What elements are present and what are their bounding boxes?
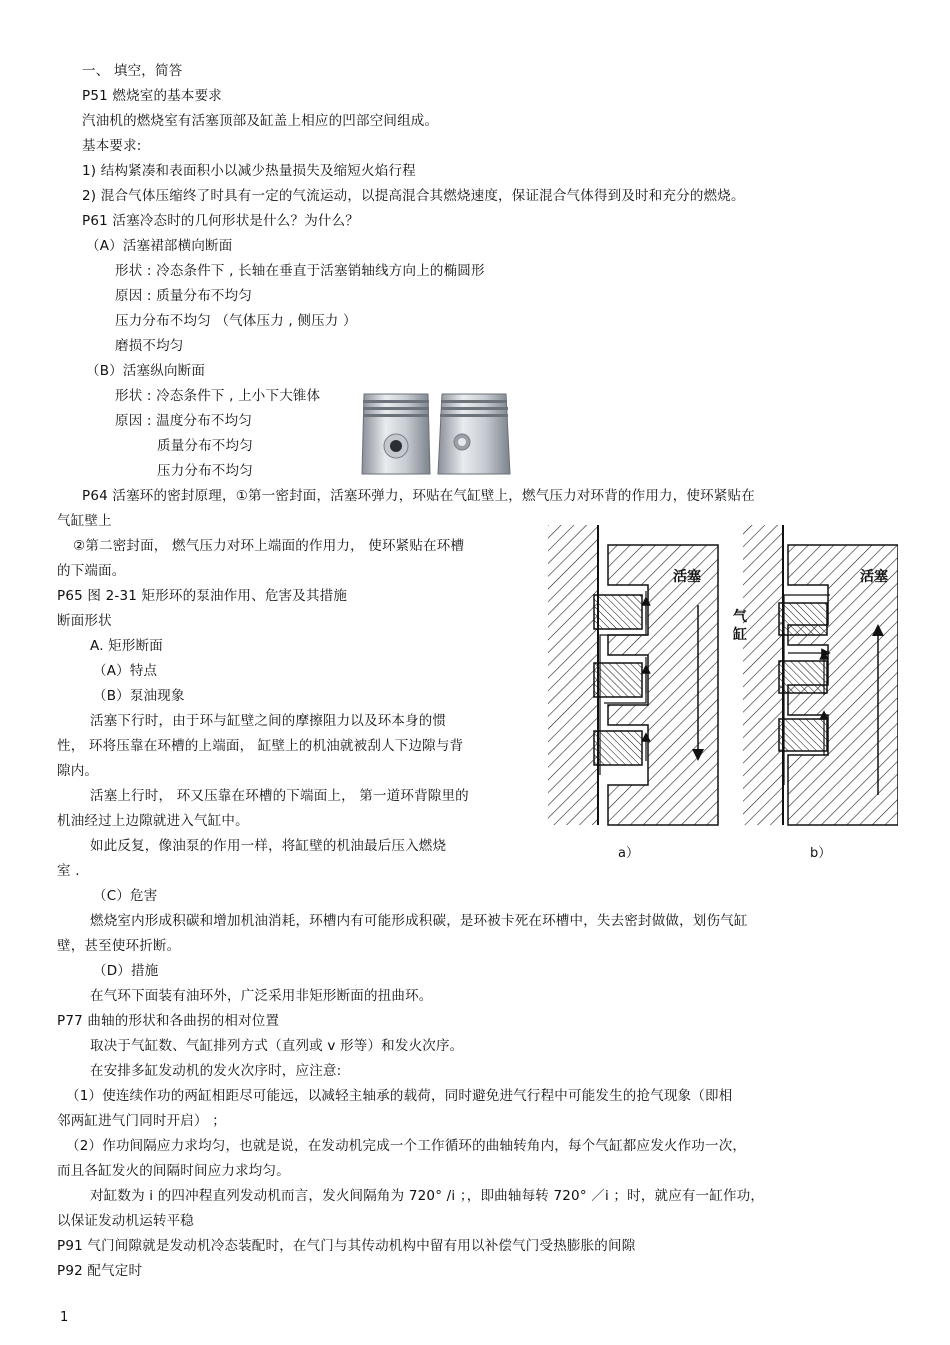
text-line: 活塞上行时， 环又压靠在环槽的下端面上， 第一道环背隙里的 <box>90 788 469 804</box>
text-line: （2）作功间隔应力求均匀，也就是说，在发动机完成一个工作循环的曲轴转角内，每个气缸都应发火作功一次， <box>66 1138 747 1154</box>
text-line: 形状 : 冷态条件下 , 上小下大锥体 <box>115 388 321 404</box>
text-line: 机油经过上边隙就进入气缸中。 <box>57 813 249 829</box>
text-line: （1）使连续作功的两缸相距尽可能远，以减轻主轴承的载荷，同时避免进气行程中可能发生的抢气现象（即相 <box>66 1088 733 1104</box>
text-line: P92 配气定时 <box>57 1263 143 1279</box>
text-line: 在安排多缸发动机的发火次序时，应注意: <box>90 1063 342 1079</box>
text-line: 的下端面。 <box>57 563 126 579</box>
text-line: （C）危害 <box>93 888 158 904</box>
piston-right-graphic <box>438 394 510 474</box>
text-line: P77 曲轴的形状和各曲拐的相对位置 <box>57 1013 280 1029</box>
text-line: 气缸壁上 <box>57 513 112 529</box>
text-line: 形状 : 冷态条件下 , 长轴在垂直于活塞销轴线方向上的椭圆形 <box>115 263 485 279</box>
diagram-b <box>733 525 898 861</box>
text-line: 取决于气缸数、气缸排列方式（直列或 v 形等）和发火次序。 <box>90 1038 464 1054</box>
text-line: 断面形状 <box>57 613 112 629</box>
caption-a: a） <box>618 846 639 861</box>
text-line: 汽油机的燃烧室有活塞顶部及缸盖上相应的凹部空间组成。 <box>82 113 439 129</box>
text-line: 压力分布不均匀 <box>157 463 253 479</box>
text-line: （A）特点 <box>93 663 158 679</box>
text-line: 压力分布不均匀 （气体压力 , 侧压力 ） <box>115 313 357 329</box>
text-line: 1) 结构紧凑和表面积小以减少热量损失及缩短火焰行程 <box>82 163 416 179</box>
text-line: 而且各缸发火的间隔时间应力求均匀。 <box>57 1163 290 1179</box>
text-line: 邻两缸进气门同时开启） ； <box>57 1113 226 1129</box>
text-line: 壁，甚至使环折断。 <box>57 938 181 954</box>
text-line: P91 气门间隙就是发动机冷态装配时，在气门与其传动机构中留有用以补偿气门受热膨胀的间隙 <box>57 1238 636 1254</box>
text-line: P64 活塞环的密封原理，①第一密封面，活塞环弹力，环贴在气缸壁上，燃气压力对环背的作用力，使环紧贴在 <box>82 488 755 504</box>
text-line: 活塞下行时，由于环与缸壁之间的摩擦阻力以及环本身的惯 <box>90 713 447 729</box>
ring-pumping-diagram <box>548 525 898 870</box>
text-line: P51 燃烧室的基本要求 <box>82 88 223 104</box>
text-line: （B）泵油现象 <box>93 688 185 704</box>
text-line: 对缸数为 i 的四冲程直列发动机而言，发火间隔角为 720° /i ；，即曲轴每转 720° ／i ；时，就应有一缸作功， <box>90 1188 765 1204</box>
text-line: 燃烧室内形成积碳和增加机油消耗，环槽内有可能形成积碳，是环被卡死在环槽中，失去密封做做，划伤气缸 <box>90 913 748 929</box>
text-line: P65 图 2-31 矩形环的泵油作用、危害及其措施 <box>57 588 348 604</box>
text-line: 以保证发动机运转平稳 <box>57 1213 194 1229</box>
text-line: 磨损不均匀 <box>115 338 184 354</box>
text-line: （D）措施 <box>93 963 159 979</box>
diagram-a <box>548 525 718 861</box>
text-line: A. 矩形断面 <box>90 638 163 654</box>
label-b-cylinder-1: 气 <box>733 609 747 625</box>
text-line: P61 活塞冷态时的几何形状是什么？为什么？ <box>82 213 360 229</box>
text-line: （A）活塞裙部横向断面 <box>86 238 233 254</box>
label-b-piston: 活塞 <box>860 569 888 585</box>
text-line: 基本要求: <box>82 138 142 154</box>
text-line: 原因 : 质量分布不均匀 <box>115 288 253 304</box>
piston-photo <box>358 388 518 478</box>
text-line: （B）活塞纵向断面 <box>86 363 206 379</box>
text-line: 2) 混合气体压缩终了时具有一定的气流运动，以提高混合其燃烧速度，保证混合气体得到及时和充分的燃烧。 <box>82 188 745 204</box>
label-b-cylinder-2: 缸 <box>733 627 747 643</box>
text-line: 在气环下面装有油环外，广泛采用非矩形断面的扭曲环。 <box>90 988 433 1004</box>
text-line: 隙内。 <box>57 763 99 779</box>
text-line: 一、 填空，简答 <box>82 63 183 79</box>
caption-b: b） <box>810 846 832 861</box>
label-a-piston: 活塞 <box>673 569 701 585</box>
text-line: 质量分布不均匀 <box>157 438 253 454</box>
text-line: ②第二密封面， 燃气压力对环上端面的作用力， 使环紧贴在环槽 <box>73 538 465 554</box>
text-line: 原因 : 温度分布不均匀 <box>115 413 253 429</box>
piston-left-graphic <box>362 394 430 474</box>
text-line: 室 . <box>57 863 80 879</box>
text-line: 如此反复，像油泵的作用一样，将缸壁的机油最后压入燃烧 <box>90 838 447 854</box>
text-line: 性， 环将压靠在环槽的上端面， 缸壁上的机油就被刮人下边隙与背 <box>57 738 464 754</box>
page-number: 1 <box>60 1310 69 1325</box>
